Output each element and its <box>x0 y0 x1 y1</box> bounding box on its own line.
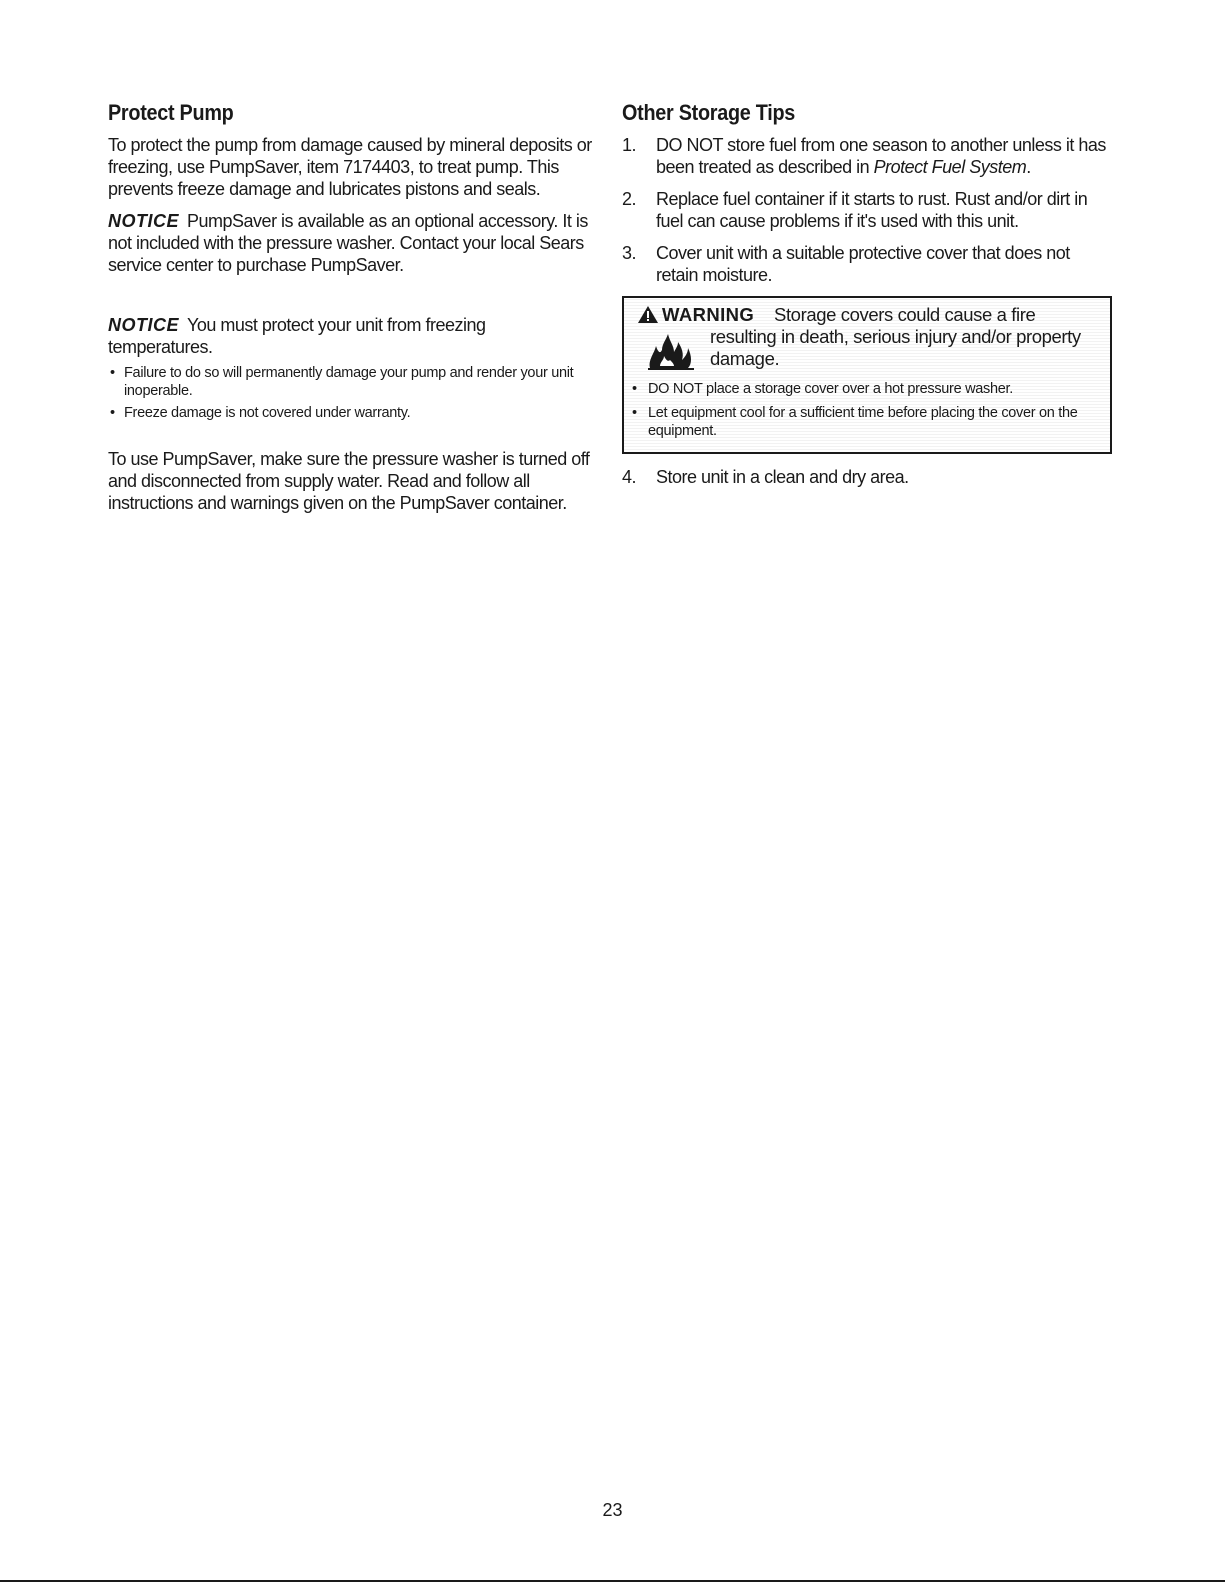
warning-title <box>638 304 754 326</box>
list-number: 1. <box>622 135 637 155</box>
tip-text-end: . <box>1026 157 1031 177</box>
tip-text: Store unit in a clean and dry area. <box>656 467 909 487</box>
list-number: 4. <box>622 467 637 487</box>
notice-freezing <box>108 314 593 422</box>
left-column <box>108 100 593 514</box>
protect-pump-paragraph: To protect the pump from damage caused by mineral deposits or freezing, use PumpSaver, item 7174403, to treat pump. This prevents freeze damage and lubricates pistons and seals. <box>108 135 592 199</box>
storage-tips-list-continued <box>622 466 1112 488</box>
pumpsaver-usage-paragraph: To use PumpSaver, make sure the pressure washer is turned off and disconnected from supply water. Read and follow all instructions and warnings given on the PumpSaver container. <box>108 449 590 513</box>
tip-text: Cover unit with a suitable protective cover that does not retain moisture. <box>656 243 1070 285</box>
warning-box <box>622 296 1112 454</box>
notice-label: NOTICE <box>108 211 180 231</box>
protect-pump-heading: Protect Pump <box>108 100 234 125</box>
warning-bullets <box>630 380 1104 440</box>
tip-text: Replace fuel container if it starts to rust. Rust and/or dirt in fuel can cause problems if it's used with this unit. <box>656 189 1088 231</box>
tip-reference: Protect Fuel System <box>873 157 1027 177</box>
list-item: • Let equipment cool for a sufficient time before placing the cover on the equipment. <box>630 404 1104 440</box>
list-item <box>622 242 1112 286</box>
notice-accessory-text: PumpSaver is available as an optional accessory. It is not included with the pressure washer. Contact your local Sears service center to purchase PumpSaver. <box>108 211 588 275</box>
list-item <box>622 188 1112 232</box>
warning-triangle-icon <box>638 306 658 323</box>
warning-text-line1: Storage covers could cause a fire <box>774 304 1036 325</box>
list-item <box>622 134 1112 178</box>
warning-header <box>630 304 1104 370</box>
warning-label: WARNING <box>662 304 755 325</box>
page-number: 23 <box>602 1500 623 1520</box>
other-storage-tips-heading: Other Storage Tips <box>622 100 796 125</box>
notice-freezing-text: You must protect your unit from freezing temperatures. <box>108 315 486 357</box>
tip-text: DO NOT store fuel from one season to another unless it has been treated as described in <box>656 135 1106 177</box>
notice-accessory <box>108 210 593 276</box>
list-number: 2. <box>622 189 637 209</box>
fire-hazard-icon <box>646 332 696 370</box>
list-number: 3. <box>622 243 637 263</box>
right-column <box>622 100 1112 498</box>
list-item <box>622 466 1112 488</box>
notice-freezing-text-row <box>108 314 593 358</box>
list-item: • Failure to do so will permanently damage your pump and render your unit inoperable. <box>108 364 593 400</box>
bottom-rule <box>0 1580 1225 1582</box>
notice-freezing-bullets <box>108 364 593 422</box>
storage-tips-list <box>622 134 1112 286</box>
list-item: • DO NOT place a storage cover over a hot pressure washer. <box>630 380 1104 398</box>
warning-text-rest: resulting in death, serious injury and/or property damage. <box>710 326 1081 369</box>
notice-label: NOTICE <box>108 315 180 335</box>
list-item: • Freeze damage is not covered under warranty. <box>108 404 593 422</box>
